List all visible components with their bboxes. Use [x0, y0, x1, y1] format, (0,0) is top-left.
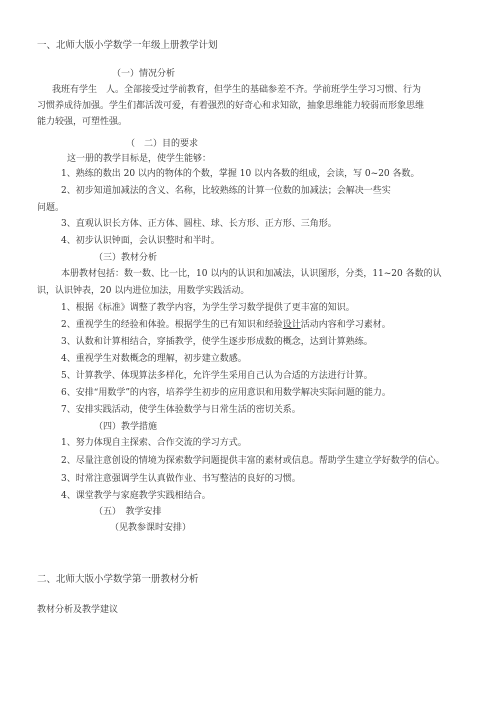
material-item-2-text-b: 活动内容和学习素材。	[300, 320, 391, 330]
material-item-2-underlined: 设计	[282, 320, 301, 330]
material-item-5: 5、计算教学、体现算法多样化，允许学生采用自己认为合适的方法进行计算。	[61, 371, 373, 381]
measure-item-1: 1、努力体现自主探索、合作交流的学习方式。	[61, 438, 247, 448]
measure-item-3: 3、时常注意强调学生认真做作业、书写整洁的良好的习惯。	[61, 474, 301, 484]
measure-item-4: 4、课堂教学与家庭教学实践相结合。	[61, 491, 211, 501]
paragraph-situation-line-2: 习惯养成待加强。学生们都活泼可爱，有着强烈的好奇心和求知欲，抽象思维能力较弱而形象思维	[37, 101, 425, 111]
section-heading-materials: （三）教材分析	[94, 253, 158, 263]
heading-3: 教材分析及教学建议	[37, 605, 119, 615]
paragraph-schedule: （见教参课时安排）	[110, 523, 192, 533]
material-item-7: 7、安排实践活动，使学生体验数学与日常生活的密切关系。	[61, 405, 301, 415]
goal-item-4: 4、初步认识钟面，会认识整时和半时。	[61, 236, 220, 246]
material-item-1: 1、根据《标准》调整了教学内容，为学生学习数学提供了更丰富的知识。	[61, 303, 355, 313]
heading-2: 二、北师大版小学数学第一册教材分析	[37, 574, 199, 585]
goal-item-2-line-1: 2、初步知道加减法的含义、名称，比较熟练的计算一位数的加减法；会解决一些实	[61, 186, 391, 196]
material-item-2	[61, 319, 391, 331]
paragraph-situation-line-3: 能力较强，可塑性强。	[37, 117, 128, 127]
paragraph-situation-line-1: 我班有学生 人。全部接受过学前教育，但学生的基础参差不齐。学前班学生学习习惯、行为	[52, 85, 422, 95]
section-heading-schedule: （五） 教学安排	[94, 507, 162, 517]
section-heading-measures: （四）教学措施	[94, 422, 158, 432]
material-item-6: 6、安排“用数学”的内容，培养学生初步的应用意识和用数学解决实际问题的能力。	[61, 388, 391, 398]
heading-1: 一、北师大版小学数学一年级上册教学计划	[37, 40, 218, 51]
goal-item-2-line-2: 问题。	[37, 203, 65, 213]
material-item-4: 4、重视学生对数概念的理解，初步建立数感。	[61, 354, 247, 364]
measure-item-2: 2、尽量注意创设的情境为探索数学问题提供丰富的素材或信息。帮助学生建立学好数学的信心。	[61, 456, 445, 466]
material-item-2-text-a: 2、重视学生的经验和体验。根据学生的已有知识和经验	[61, 320, 283, 330]
paragraph-materials-line-1: 本册教材包括：数一数、比一比，10 以内的认识和加减法，认识图形，分类，11~20 各数的认	[61, 269, 442, 279]
section-heading-situation: （一）情况分析	[112, 69, 176, 79]
goal-item-1: 1、熟练的数出 20 以内的物体的个数，掌握 10 以内各数的组成，会读，写 0~20 各数。	[61, 169, 420, 179]
goal-item-3: 3、直观认识长方体、正方体、圆柱、球、长方形、正方形、三角形。	[61, 219, 337, 229]
paragraph-goals-intro: 这一册的教学目标是，使学生能够：	[67, 154, 212, 164]
material-item-3: 3、认数和计算相结合，穿插教学，使学生逐步形成数的概念，达到计算熟练。	[61, 337, 373, 347]
section-heading-goals: （ 二）目的要求	[126, 139, 199, 149]
paragraph-materials-line-2: 识，认识钟表，20 以内进位加法，用数学实践活动。	[37, 286, 250, 296]
